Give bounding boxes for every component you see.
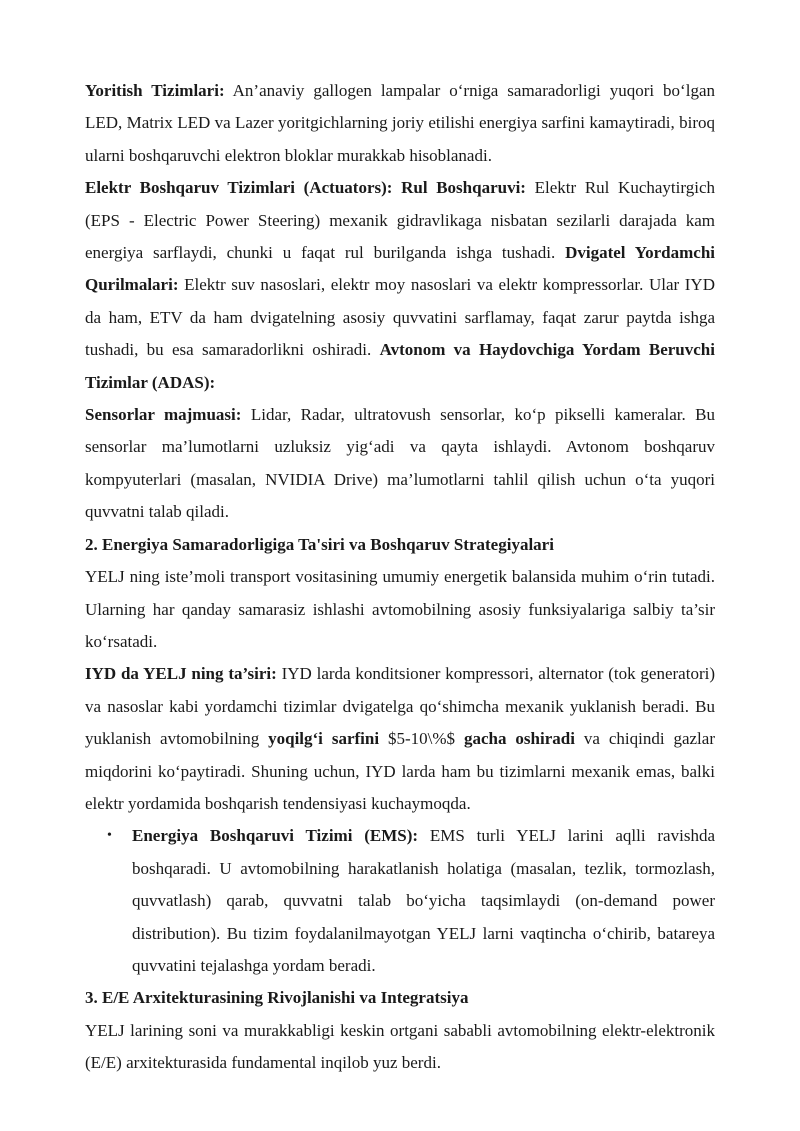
text-sensors: Lidar, Radar, ultratovush sensorlar, ko‘p pikselli kameralar. Bu sensorlar ma’lumotlarni uzluksiz yig‘adi va qayta ishlaydi. Avtonom boshqaruv kompyuterlari (masalan, NVIDIA Drive) ma’lumotlarni tahlil qilish uchun o‘ta yuqori quvvatni talab qiladi. (85, 405, 716, 522)
text-lighting-systems: An’anaviy gallogen lampalar o‘rniga samaradorligi yuqori bo‘lgan LED, Matrix LED va Lazer yoritgichlarning joriy etilishi energiya sarfini kamaytiradi, biroq ularni boshqaruvchi elektron bloklar murakkab hisoblanadi. (85, 81, 715, 165)
lead-ems: Energiya Boshqaruvi Tizimi (EMS): (132, 826, 419, 846)
section-heading-3: 3. E/E Arxitekturasining Rivojlanishi va Integratsiya (85, 988, 469, 1008)
lead-engine-auxiliary: Dvigatel Yordamchi Qurilmalari: (85, 243, 715, 295)
bullet-list (85, 820, 715, 982)
paragraph-ice-impact (85, 658, 715, 820)
paragraph-lighting-systems (85, 75, 715, 172)
text-ice-impact-1: IYD larda konditsioner kompressori, alternator (tok generatori) va nasoslar kabi yordamchi tizimlar dvigatelga qo‘shimcha mexanik yuklanish beradi. Bu yuklanish avtomobilning (85, 664, 715, 749)
text-ice-impact-3: va chiqindi gazlar miqdorini ko‘paytiradi. Shuning uchun, IYD larda ham bu tizimlarni mexanik emas, balki elektr yordamida boshqarish tendensiyasi kuchaymoqda. (85, 729, 715, 813)
lead-sensors: Sensorlar majmuasi: (85, 405, 242, 425)
bullet-ems (132, 820, 715, 982)
paragraph-electric-control (85, 172, 715, 399)
paragraph-ee-architecture: YELJ larining soni va murakkabligi keskin ortgani sababli avtomobilning elektr-elektronik (E/E) arxitekturasida fundamental inqilob yuz berdi. (85, 1020, 715, 1073)
bold-increases: gacha oshiradi (463, 729, 575, 749)
bold-fuel-consumption: yoqilg‘i sarfini (268, 729, 380, 749)
lead-adas: Avtonom va Haydovchiga Yordam Beruvchi Tizimlar (ADAS): (85, 340, 715, 392)
paragraph-consumption: YELJ ning iste’moli transport vositasining umumiy energetik balansida muhim o‘rin tutadi. Ularning har qanday samarasiz ishlashi avtomobilning asosiy funksiyalariga salbiy ta’sir ko‘rsatadi. (85, 567, 715, 651)
section-heading-2: 2. Energiya Samaradorligiga Ta'siri va Boshqaruv Strategiyalari (85, 534, 554, 554)
lead-lighting-systems: Yoritish Tizimlari: (85, 81, 225, 100)
text-ice-impact-2: $5-10\%$ (379, 729, 464, 749)
text-ems: EMS turli YELJ larini aqlli ravishda boshqaradi. U avtomobilning harakatlanish holatiga (masalan, tezlik, tormozlash, quvvatlash) qarab, quvvatni talab bo‘yicha taqsimlaydi (on-demand power distribution). Bu tizim foydalanilmayotgan YELJ larni vaqtincha o‘chirib, batareya quvvatini tejalashga yordam beradi. (132, 826, 715, 975)
lead-electric-control: Elektr Boshqaruv Tizimlari (Actuators): Rul Boshqaruvi: (85, 178, 526, 198)
lead-ice-impact: IYD da YELJ ning ta’siri: (85, 664, 277, 684)
text-eps: Elektr Rul Kuchaytirgich (EPS - Electric Power Steering) mexanik gidravlikaga nisbatan sezilarli darajada kam energiya sarflaydi, chunki u faqat rul burilganda ishga tushadi. (85, 178, 715, 263)
text-engine-auxiliary: Elektr suv nasoslari, elektr moy nasoslari va elektr kompressorlar. Ular IYD da ham, ETV da ham dvigatelning asosiy quvvatini sarflamay, faqat zarur paytda ishga tushadi, bu esa samaradorlikni oshiradi. (85, 275, 715, 360)
paragraph-sensors (85, 399, 715, 529)
